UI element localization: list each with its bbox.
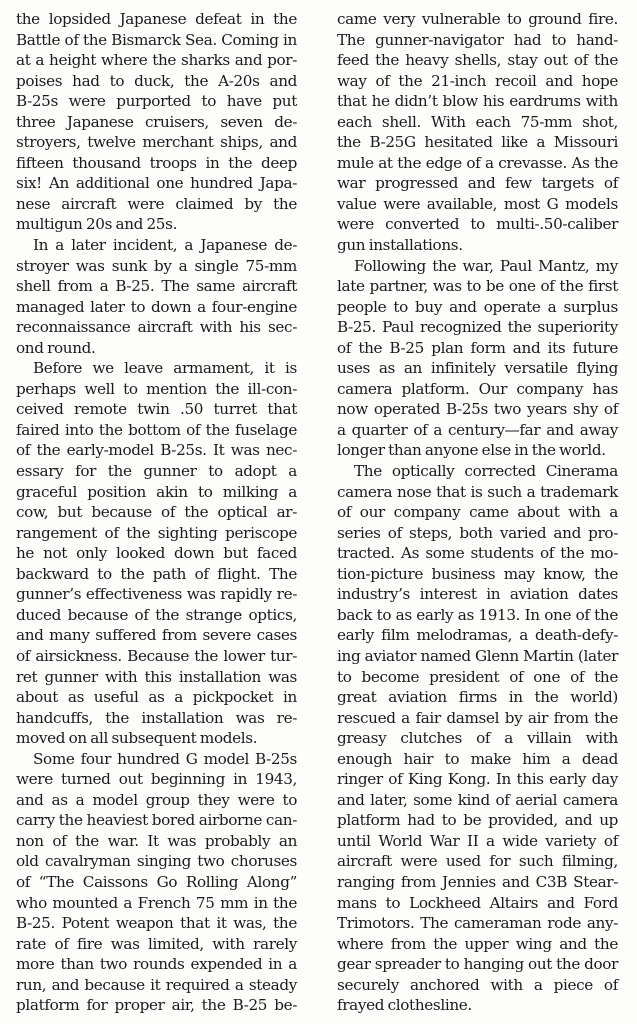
text-line: ret gunner with this installation was — [16, 667, 297, 686]
text-line: to become president of one of the — [337, 667, 618, 686]
text-line: ringer of King Kong. In this early day — [337, 770, 618, 789]
text-line: mule at the edge of a crevasse. As the — [337, 153, 618, 172]
text-line: tracted. As some students of the mo- — [337, 544, 618, 563]
text-line: run, and because it required a steady — [16, 975, 297, 994]
text-line: shell from a B-25. The same aircraft — [16, 277, 297, 296]
text-line: frayed clothesline. — [337, 996, 472, 1015]
text-line: war progressed and few targets of — [337, 174, 618, 193]
text-line: nese aircraft were claimed by the — [16, 194, 297, 213]
text-line: back to as early as 1913. In one of the — [337, 605, 618, 624]
text-line: B-25s were purported to have put — [16, 92, 297, 111]
text-line: early film melodramas, a death-defy- — [337, 626, 618, 645]
text-line: were converted to multi-.50-caliber — [337, 215, 618, 234]
text-line: of “The Caissons Go Rolling Along” — [16, 872, 297, 891]
text-line: that he didn’t blow his eardrums with — [337, 92, 618, 111]
text-line: stroyer was sunk by a single 75-mm — [16, 256, 297, 275]
text-line: camera nose that is such a trademark — [337, 482, 618, 501]
text-line: rescued a fair damsel by air from the — [337, 708, 618, 727]
text-line: industry’s interest in aviation dates — [337, 585, 618, 604]
text-line: multigun 20s and 25s. — [16, 215, 178, 234]
text-line: were turned out beginning in 1943, — [16, 770, 297, 789]
text-line: old cavalryman singing two choruses — [16, 852, 297, 871]
text-line: graceful position akin to milking a — [16, 482, 297, 501]
text-line: a quarter of a century—far and away — [337, 420, 618, 439]
text-line: Some four hundred G model B-25s — [33, 749, 297, 768]
text-line: platform had to be provided, and up — [337, 811, 618, 830]
text-line: each shell. With each 75-mm shot, — [337, 112, 618, 131]
text-line: the B-25G hesitated like a Missouri — [337, 133, 618, 152]
text-line: faired into the bottom of the fuselage — [16, 420, 297, 439]
paragraph — [337, 256, 618, 461]
text-line: came very vulnerable to ground fire. — [337, 10, 618, 28]
text-line: stroyers, twelve merchant ships, and — [16, 133, 297, 152]
text-line: six! An additional one hundred Japa- — [16, 174, 297, 193]
text-line: ond round. — [16, 338, 96, 357]
text-line: Trimotors. The cameraman rode any- — [337, 914, 618, 933]
text-line: B-25. Potent weapon that it was, the — [16, 914, 297, 933]
text-column-right — [337, 9, 618, 1016]
text-line: of the early-model B-25s. It was nec- — [16, 441, 297, 460]
text-line: Before we leave armament, it is — [33, 359, 297, 378]
text-line: carry the heaviest bored airborne can- — [16, 811, 297, 830]
text-line: three Japanese cruisers, seven de- — [16, 112, 297, 131]
text-line: now operated B-25s two years shy of — [337, 400, 618, 419]
text-line: the lopsided Japanese defeat in the — [16, 10, 297, 28]
text-line: ing aviator named Glenn Martin (later — [337, 646, 618, 665]
text-line: The optically corrected Cinerama — [354, 462, 618, 481]
text-line: and as a model group they were to — [16, 790, 297, 809]
text-line: who mounted a French 75 mm in the — [16, 893, 297, 912]
text-line: gun installations. — [337, 236, 463, 255]
text-line: people to buy and operate a surplus — [337, 297, 618, 316]
text-line: gear spreader to hanging out the door — [337, 955, 618, 974]
text-line: securely anchored with a piece of — [337, 975, 618, 994]
text-line: In a later incident, a Japanese de- — [33, 236, 297, 255]
text-line: about as useful as a pickpocket in — [16, 688, 297, 707]
text-line: series of steps, both varied and pro- — [337, 523, 618, 542]
paragraph — [337, 461, 618, 1016]
text-line: backward to the path of flight. The — [16, 564, 297, 583]
text-line: of the B-25 plan form and its future — [337, 338, 618, 357]
paragraph — [337, 9, 618, 256]
text-line: poises had to duck, the A-20s and — [16, 71, 297, 90]
text-line: camera platform. Our company has — [337, 379, 618, 398]
paragraph — [16, 358, 297, 748]
text-line: great aviation firms in the world) — [337, 688, 618, 707]
text-line: and many suffered from severe cases — [16, 626, 297, 645]
text-line: duced because of the strange optics, — [16, 605, 297, 624]
text-line: aircraft were used for such filming, — [337, 852, 618, 871]
text-line: rangement of the sighting periscope — [16, 523, 297, 542]
text-line: value were available, most G models — [337, 194, 618, 213]
text-line: B-25. Paul recognized the superiority — [337, 318, 618, 337]
text-line: Following the war, Paul Mantz, my — [354, 256, 618, 275]
text-line: way of the 21-inch recoil and hope — [337, 71, 618, 90]
text-line: ranging from Jennies and C3B Stear- — [337, 872, 618, 891]
text-line: uses as an infinitely versatile flying — [337, 359, 618, 378]
text-line: until World War II a wide variety of — [337, 831, 618, 850]
text-line: moved on all subsequent models. — [16, 729, 258, 748]
text-line: reconnaissance aircraft with his sec- — [16, 318, 297, 337]
text-line: The gunner-navigator had to hand- — [337, 30, 618, 49]
text-line: greasy clutches of a villain with — [337, 729, 618, 748]
text-line: fifteen thousand troops in the deep — [16, 153, 297, 172]
text-line: at a height where the sharks and por- — [16, 51, 297, 70]
text-line: more than two rounds expended in a — [16, 955, 297, 974]
text-line: of our company came about with a — [337, 503, 618, 522]
text-line: essary for the gunner to adopt a — [16, 462, 297, 481]
text-line: gunner’s effectiveness was rapidly re- — [16, 585, 297, 604]
text-line: and later, some kind of aerial camera — [337, 790, 618, 809]
text-line: mans to Lockheed Altairs and Ford — [337, 893, 618, 912]
paragraph — [16, 235, 297, 358]
text-line: perhaps well to mention the ill-con- — [16, 379, 297, 398]
text-line: he not only looked down but faced — [16, 544, 297, 563]
text-line: handcuffs, the installation was re- — [16, 708, 297, 727]
text-line: where from the upper wing and the — [337, 934, 618, 953]
text-line: cow, but because of the optical ar- — [16, 503, 297, 522]
text-line: tion-picture business may know, the — [337, 564, 618, 583]
text-line: late partner, was to be one of the first — [337, 277, 618, 296]
text-line: feed the heavy shells, stay out of the — [337, 51, 618, 70]
paragraph — [16, 9, 297, 235]
text-line: managed later to down a four-engine — [16, 297, 297, 316]
text-line: longer than anyone else in the world. — [337, 441, 606, 460]
text-line: non of the war. It was probably an — [16, 831, 297, 850]
text-line: enough hair to make him a dead — [337, 749, 618, 768]
paragraph — [16, 749, 297, 1016]
text-line: of airsickness. Because the lower tur- — [16, 646, 297, 665]
text-column-left — [16, 9, 297, 1016]
text-line: Battle of the Bismarck Sea. Coming in — [16, 30, 297, 49]
text-line: platform for proper air, the B-25 be- — [16, 996, 297, 1015]
text-line: ceived remote twin .50 turret that — [16, 400, 297, 419]
text-line: rate of fire was limited, with rarely — [16, 934, 297, 953]
